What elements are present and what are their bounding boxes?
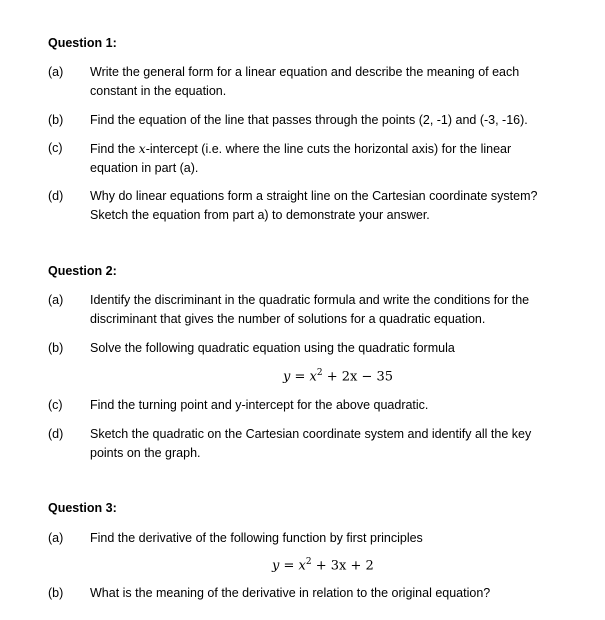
question-3-title: Question 3: (48, 501, 117, 515)
q1-part-b-text (90, 111, 580, 130)
q3-eq-exponent: 2 (305, 557, 312, 567)
q1-part-a-label: (a) (48, 65, 64, 79)
q1-part-c-line-1-end: -intercept (i.e. where the line cuts the horizontal axis) for the linear (145, 142, 512, 156)
q1-part-d-text (90, 187, 580, 225)
q2-eq-exponent: 2 (316, 368, 323, 378)
q1-part-b-label: (b) (48, 113, 64, 127)
q2-eq-rhs: + 2x − 35 (322, 369, 394, 385)
q3-part-b-text (90, 584, 580, 603)
q1-part-d-line-2: Sketch the equation from part a) to demonstrate your answer. (90, 208, 430, 222)
q3-part-a-text (90, 529, 580, 548)
q3-eq-lhs: y = x (272, 558, 306, 574)
question-1-title: Question 1: (48, 36, 117, 50)
q2-eq-lhs: y = x (283, 369, 317, 385)
q1-part-c-text (90, 139, 580, 178)
q2-part-d-text (90, 425, 580, 463)
q2-part-c-label: (c) (48, 398, 63, 412)
question-2-title: Question 2: (48, 264, 117, 278)
q2-part-b-label: (b) (48, 341, 64, 355)
q2-part-a-line-1: Identify the discriminant in the quadratic formula and write the conditions for the (90, 293, 530, 307)
q1-part-d-line-1: Why do linear equations form a straight line on the Cartesian coordinate system? (90, 189, 538, 203)
q3-eq-rhs: + 3x + 2 (311, 558, 374, 574)
q1-part-d-label: (d) (48, 189, 64, 203)
q2-part-d-line-2: points on the graph. (90, 446, 201, 460)
q3-part-a-label: (a) (48, 531, 64, 545)
q1-part-c-line-1 (90, 139, 580, 159)
q1-part-a-text (90, 63, 580, 101)
q1-part-c-label: (c) (48, 141, 63, 155)
q2-part-a-label: (a) (48, 293, 64, 307)
q2-part-b-line-1: Solve the following quadratic equation using the quadratic formula (90, 341, 455, 355)
q3-part-b-label: (b) (48, 586, 64, 600)
q3-part-a-line-1: Find the derivative of the following function by first principles (90, 531, 423, 545)
q3-part-b-line-1: What is the meaning of the derivative in relation to the original equation? (90, 586, 491, 600)
q2-part-d-label: (d) (48, 427, 64, 441)
q2-part-b-text (90, 339, 580, 358)
q2-part-d-line-1: Sketch the quadratic on the Cartesian coordinate system and identify all the key (90, 427, 532, 441)
q2-part-a-text (90, 291, 580, 329)
q1-part-b-line-1: Find the equation of the line that passes through the points (2, -1) and (-3, -16). (90, 113, 528, 127)
q2-quadratic-equation (283, 368, 393, 384)
q2-part-c-text (90, 396, 580, 415)
q1-part-c-line-1-start: Find the (90, 142, 139, 156)
q1-part-c-x-symbol: x (138, 141, 146, 156)
q1-part-a-line-1: Write the general form for a linear equation and describe the meaning of each (90, 65, 520, 79)
q3-function-equation (272, 557, 374, 573)
q2-part-c-line-1: Find the turning point and y-intercept for the above quadratic. (90, 398, 429, 412)
q1-part-a-line-2: constant in the equation. (90, 84, 227, 98)
q1-part-c-line-2: equation in part (a). (90, 161, 199, 175)
q2-part-a-line-2: discriminant that gives the number of solutions for a quadratic equation. (90, 312, 486, 326)
